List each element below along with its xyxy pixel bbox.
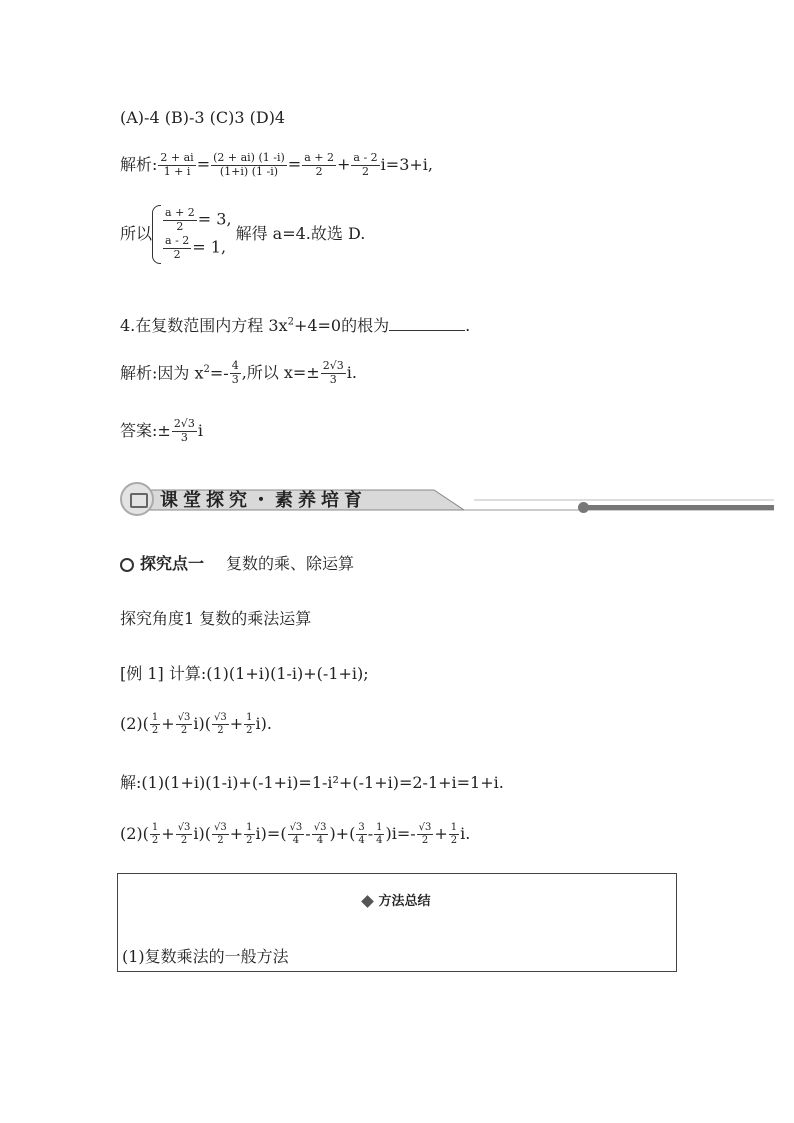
- example-1-part-2: (2)( $\frac{1}{2}$ + $\frac{√3}{2}$ i)( $\frac{√3}{2}$ + $\frac{1}{2}$ i).: [120, 712, 272, 736]
- banner-title: 课堂探究・素养培育: [160, 490, 367, 511]
- magnifier-icon: [120, 558, 134, 572]
- solution-label: 解析:: [120, 155, 158, 175]
- banner-thick-line: [580, 505, 774, 510]
- fraction: $\frac{2 + ai}{1 + i}$: [160, 151, 194, 178]
- book-icon: [120, 482, 154, 516]
- answer-blank: [389, 316, 465, 331]
- solution-4: 解析:因为 $x^2=-$ $\frac{4}{3}$ ,所以 x=± $\frac{2√3}{3}$ i.: [120, 359, 357, 386]
- answer-4: 答案:± $\frac{2√3}{3}$ i: [120, 417, 203, 444]
- explore-label: 探究点一: [140, 554, 205, 573]
- explore-point-1: [120, 556, 354, 572]
- solution-example-1-part-1: 解:(1)(1+i)(1-i)+(-1+i)=1-i²+(-1+i)=2-1+i=1+i.: [120, 773, 504, 792]
- system-brace: $\frac{a + 2}{2}$ = 3, $\frac{a - 2}{2}$ = 1,: [152, 205, 232, 264]
- example-1: [例 1] 计算:(1)(1+i)(1-i)+(-1+i);: [120, 664, 369, 683]
- explore-title: 复数的乘、除运算: [226, 554, 355, 573]
- method-summary-box: [117, 873, 677, 972]
- solution-example-1-part-2: (2)( $\frac{1}{2}$ + $\frac{√3}{2}$ i)( $\frac{√3}{2}$ + $\frac{1}{2}$ i)=( $\frac{√3}{4}$ - $\frac{√3}{4}$ )+( $\frac{3}{4}$ - $\frac{1}{4}$ )i=- $\frac{√3}{2}$ + $\frac{1}{2}$ i.: [120, 822, 471, 846]
- equation-system: 所以 $\frac{a + 2}{2}$ = 3, $\frac{a - 2}{2}$ = 1, 解得 a=4.故选 D.: [120, 205, 365, 264]
- fraction: $\frac{a - 2}{2}$: [353, 151, 378, 178]
- method-summary-title: 方法总结: [118, 890, 676, 909]
- explore-angle-1: 探究角度1 复数的乘法运算: [120, 609, 312, 628]
- fraction: $\frac{4}{3}$: [231, 359, 239, 386]
- fraction: $\frac{a + 2}{2}$: [304, 151, 334, 178]
- q3-options: (A)-4 (B)-3 (C)3 (D)4: [120, 108, 286, 127]
- banner-dot: [578, 502, 589, 513]
- section-banner: [120, 478, 774, 518]
- fraction: $\frac{(2 + ai) (1 -i)}{(1+i) (1 -i)}$: [213, 151, 285, 178]
- pen-icon: [362, 895, 375, 908]
- fraction: $\frac{2√3}{3}$: [322, 359, 344, 386]
- fraction: $\frac{2√3}{3}$: [173, 417, 195, 444]
- question-4: 4.在复数范围内方程 $3x^2+4=0$的根为 .: [120, 316, 471, 335]
- solution-3: 解析: $\frac{2 + ai}{1 + i}$ = $\frac{(2 + ai) (1 -i)}{(1+i) (1 -i)}$ = $\frac{a + 2}{2}$ + $\frac{a - 2}{2}$ i=3+i,: [120, 151, 433, 178]
- method-summary-line: (1)复数乘法的一般方法: [122, 947, 289, 966]
